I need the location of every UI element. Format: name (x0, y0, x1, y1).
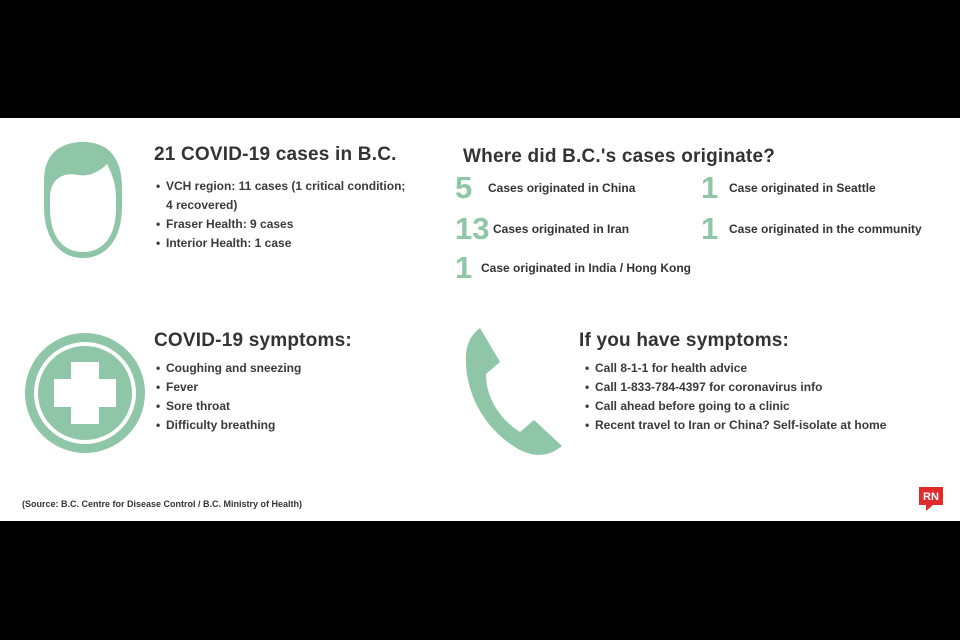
stat-label: Cases originated in China (488, 180, 636, 195)
rn-logo-icon (918, 486, 944, 512)
list-item: • Sore throat (156, 397, 416, 416)
stat-number: 13 (455, 211, 490, 246)
symptoms-title: COVID-19 symptoms: (154, 330, 352, 351)
stat-number: 1 (701, 170, 719, 205)
cases-title: 21 COVID-19 cases in B.C. (154, 144, 397, 165)
origin-stat-community (701, 213, 922, 244)
symptoms-list (156, 359, 416, 435)
list-item: • Fraser Health: 9 cases (156, 215, 414, 234)
stat-number: 1 (455, 250, 473, 285)
list-item: • Fever (156, 378, 416, 397)
infographic-panel (0, 118, 960, 521)
stat-label: Case originated in India / Hong Kong (481, 260, 692, 275)
person-head-icon (38, 138, 128, 262)
origin-stat-india-hongkong (455, 252, 691, 283)
list-item: • Call 8-1-1 for health advice (585, 359, 915, 378)
list-item: • Recent travel to Iran or China? Self-isolate at home (585, 416, 915, 435)
source-note: (Source: B.C. Centre for Disease Control / B.C. Ministry of Health) (22, 499, 303, 509)
stat-label: Case originated in Seattle (729, 180, 876, 195)
origin-stat-iran (455, 213, 629, 244)
list-item: • Difficulty breathing (156, 416, 416, 435)
medical-cross-icon (24, 332, 146, 454)
advice-title: If you have symptoms: (579, 330, 790, 351)
stat-label: Cases originated in Iran (493, 221, 630, 236)
list-item: • Coughing and sneezing (156, 359, 416, 378)
list-item: • Interior Health: 1 case (156, 234, 414, 253)
stat-number: 1 (701, 211, 719, 246)
advice-list (585, 359, 915, 435)
logo-text: RN (923, 491, 939, 503)
cases-list (156, 177, 414, 253)
list-item: • VCH region: 11 cases (1 critical condition; 4 recovered) (156, 177, 414, 215)
stat-label: Case originated in the community (729, 221, 922, 236)
origin-title: Where did B.C.'s cases originate? (463, 146, 776, 167)
stat-number: 5 (455, 170, 473, 205)
origin-stat-china (455, 172, 635, 203)
list-item: • Call 1-833-784-4397 for coronavirus info (585, 378, 915, 397)
phone-icon (462, 326, 566, 458)
origin-stat-seattle (701, 172, 876, 203)
list-item: • Call ahead before going to a clinic (585, 397, 915, 416)
